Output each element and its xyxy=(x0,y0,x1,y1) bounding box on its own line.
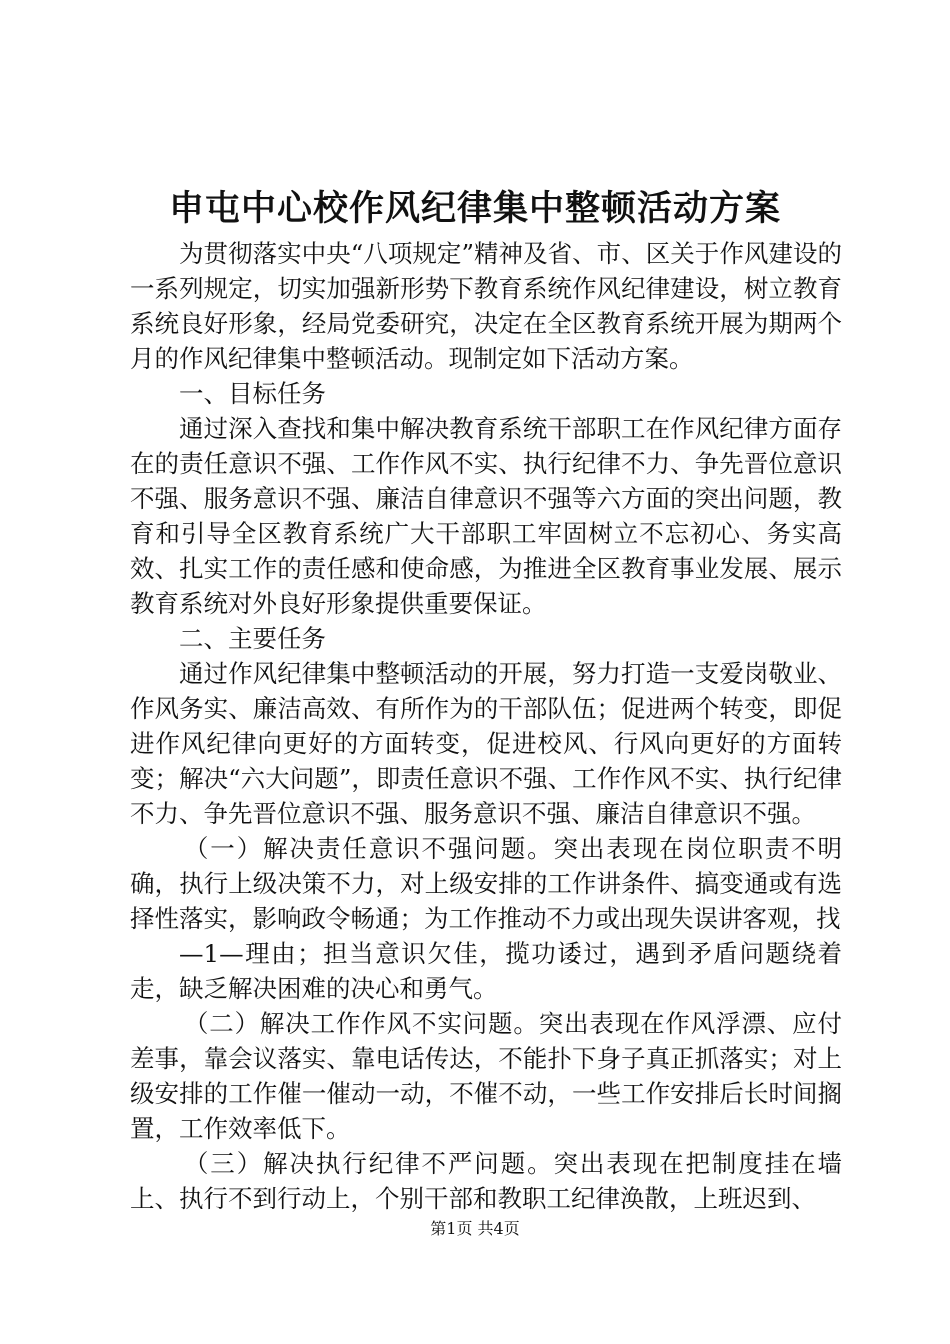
paragraph-intro: 为贯彻落实中央“八项规定”精神及省、市、区关于作风建设的一系列规定，切实加强新形势下教育系统作风纪律建设，树立教育系统良好形象，经局党委研究，决定在全区教育系统开展为期两个月的作风纪律集中整顿活动。现制定如下活动方案。 xyxy=(130,239,842,373)
paragraph-goals: 通过深入查找和集中解决教育系统干部职工在作风纪律方面存在的责任意识不强、工作作风不实、执行纪律不力、争先晋位意识不强、服务意识不强、廉洁自律意识不强等六方面的突出问题，教育和引导全区教育系统广大干部职工牢固树立不忘初心、务实高效、扎实工作的责任感和使命感，为推进全区教育事业发展、展示教育系统对外良好形象提供重要保证。 xyxy=(130,414,842,618)
paragraph-tasks: 通过作风纪律集中整顿活动的开展，努力打造一支爱岗敬业、作风务实、廉洁高效、有所作为的干部队伍；促进两个转变，即促进作风纪律向更好的方面转变，促进校风、行风向更好的方面转变；解决“六大问题”，即责任意识不强、工作作风不实、执行纪律不力、争先晋位意识不强、服务意识不强、廉洁自律意识不强。 xyxy=(130,659,842,828)
document-title: 申屯中心校作风纪律集中整顿活动方案 xyxy=(168,188,781,229)
paragraph-item-2: （二）解决工作作风不实问题。突出表现在作风浮漂、应付差事，靠会议落实、靠电话传达，不能扑下身子真正抓落实；对上级安排的工作催一催动一动，不催不动，一些工作安排后长时间搁置，工作效率低下。 xyxy=(130,1009,842,1143)
paragraph-item-1-continued: —1—理由；担当意识欠佳，揽功诿过，遇到矛盾问题绕着走，缺乏解决困难的决心和勇气。 xyxy=(130,939,842,1003)
paragraph-item-3: （三）解决执行纪律不严问题。突出表现在把制度挂在墙上、执行不到行动上，个别干部和教职工纪律涣散，上班迟到、 xyxy=(130,1149,842,1213)
page-footer: 第1页 共4页 xyxy=(430,1219,520,1238)
document-body xyxy=(130,236,842,1216)
paragraph-item-1: （一）解决责任意识不强问题。突出表现在岗位职责不明确，执行上级决策不力，对上级安排的工作讲条件、搞变通或有选择性落实，影响政令畅通；为工作推动不力或出现失误讲客观，找 xyxy=(130,834,842,933)
section-heading-tasks: 二、主要任务 xyxy=(179,624,326,653)
section-heading-goals: 一、目标任务 xyxy=(179,379,326,408)
